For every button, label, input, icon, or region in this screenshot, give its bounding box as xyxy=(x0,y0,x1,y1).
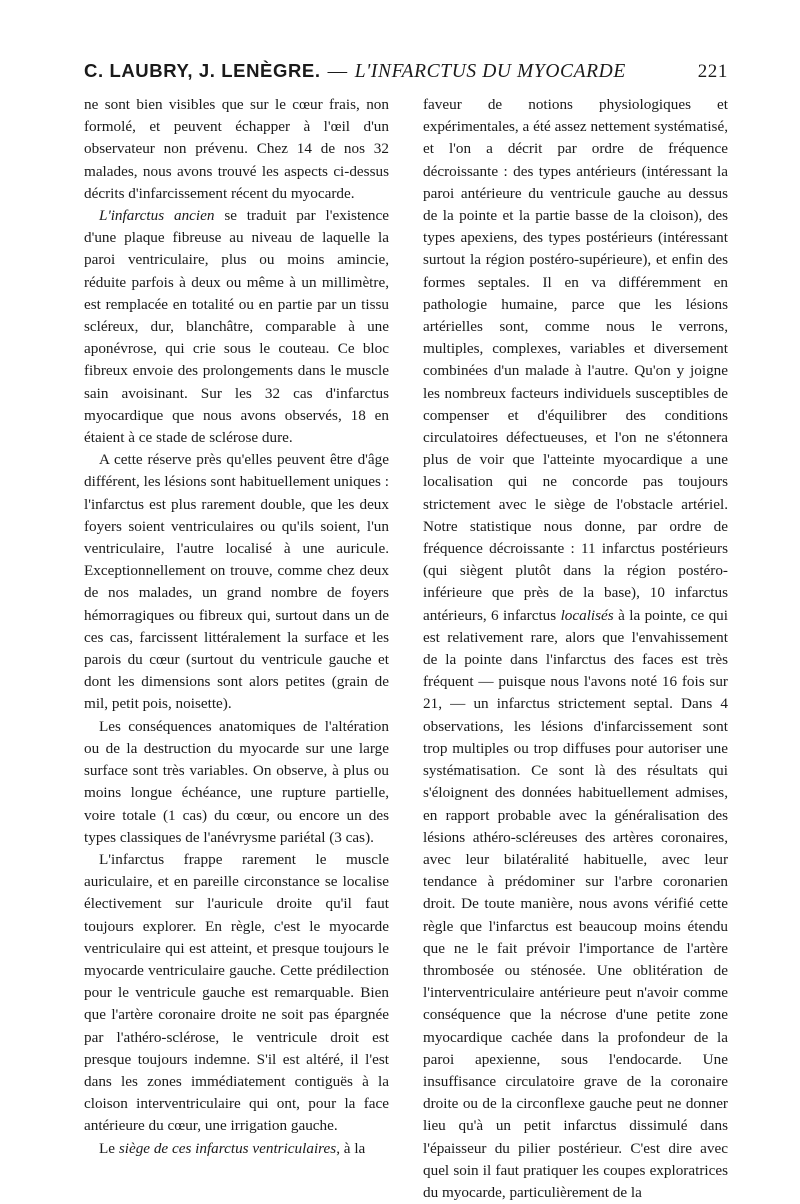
paragraph xyxy=(84,1138,389,1160)
book-page xyxy=(84,60,728,1201)
header-title: L'INFARCTUS DU MYOCARDE xyxy=(354,61,626,82)
paragraph: Les conséquences anatomiques de l'altération ou de la destruction du myocarde sur une large surface sont très variables. On observe, à plus ou moins longue échéance, une rupture partielle, voire totale (1 cas) du cœur, ou encore un des types classiques de l'anévrysme pariétal (3 cas). xyxy=(84,717,389,846)
emphasis: L'infarctus ancien xyxy=(99,207,215,225)
emphasis: localisés xyxy=(560,606,614,624)
paragraph-text: , à la xyxy=(336,1139,366,1157)
paragraph-text: se traduit par l'existence d'une plaque fibreuse au niveau de laquelle la paroi ventriculaire, plus ou moins amincie, réduite parfois à deux ou même à un millimètre, est remplacée en totalité ou en partie par un tissu scléreux, dur, blanchâtre, comparable à une aponévrose, qui crie sous le couteau. Ce bloc fibreux envoie des prolongements dans le muscle sain avoisinant. Sur les 32 cas d'infarctus myocardique que nous avons observés, 18 en étaient à ce stade de sclérose dure. xyxy=(84,207,389,447)
paragraph xyxy=(84,205,389,449)
paragraph: ne sont bien visibles que sur le cœur frais, non formolé, et peuvent échapper à l'œil d'un observateur non prévenu. Chez 14 de nos 32 malades, nous avons trouvé les aspects ci-dessus décrits d'infarcissement récent du myocarde. xyxy=(84,96,389,202)
page-number: 221 xyxy=(697,61,728,82)
emphasis: siège de ces infarctus ventriculaires xyxy=(118,1139,337,1157)
paragraph: A cette réserve près qu'elles peuvent être d'âge différent, les lésions sont habituellement uniques : l'infarctus est plus rarement double, que les deux foyers soient ventriculaires ou qu'ils soient, l'un ventriculaire, l'autre localisé à une auricule. Exceptionnellement on trouve, comme chez deux de nos malades, un grand nombre de foyers hémorragiques ou fibreux qui, surtout dans un de ces cas, farcissent littéralement la surface et les parois du cœur (surtout du ventricule gauche et dont les dimensions sont alors petites (grain de mil, petit pois, noisette). xyxy=(84,451,389,713)
header-authors: C. LAUBRY, J. LENÈGRE. xyxy=(84,60,321,81)
paragraph: L'infarctus frappe rarement le muscle auriculaire, et en pareille circonstance se localise électivement sur l'auricule droite qu'il faut toujours explorer. En règle, c'est le myocarde ventriculaire qui est atteint, et presque toujours le myocarde ventriculaire gauche. Cette prédilection pour le ventricule gauche est remarquable. Bien que l'artère coronaire droite ne soit pas épargnée par l'athéro-sclérose, le ventricule droit est presque toujours indemne. S'il est altéré, il l'est dans les zones immédiatement contiguës à la cloison interventriculaire qui ont, pour la face antérieure du cœur, une irrigation gauche. xyxy=(84,850,389,1135)
paragraph-text: à la pointe, ce qui est relativement rare, alors que l'envahissement de la pointe dans l'infarctus des faces est très fréquent — puisque nous l'avons noté 16 fois sur 21, — un infarctus strictement septal. Dans 4 observations, les lésions d'infarcissement sont trop multiples ou trop diffuses pour autoriser une systématisation. Ce sont là des résultats qui s'éloignent des données habituellement admises, en rapport probable avec la généralisation des lésions athéro-scléreuses des artères coronaires, avec leur bilatéralité habituelle, avec leur tendance à prédominer sur l'arbre coronarien droit. De toute manière, nous avons vérifié cette règle que l'infarctus est beaucoup moins étendu que ne le fait prévoir l'importance de l'artère thrombosée ou sténosée. Une oblitération de l'interventriculaire antérieure peut n'avoir comme conséquence que la nécrose d'une petite zone myocardique cachée dans la profondeur de la paroi apexienne, sous l'endocarde. Une insuffisance circulatoire grave de la coronaire droite ou de la circonflexe gauche peut ne donner lieu qu'à un petit infarctus dissimulé dans l'épaisseur du pilier postérieur. C'est dire avec quel soin il faut pratiquer les coupes exploratrices du myocarde, particulièrement de la xyxy=(423,606,728,1201)
header-dash: — xyxy=(327,61,348,82)
paragraph-text: Le xyxy=(99,1139,119,1157)
right-column xyxy=(423,94,728,1204)
running-header xyxy=(84,60,728,88)
body-columns xyxy=(84,94,728,1204)
left-column xyxy=(84,94,389,1204)
paragraph xyxy=(423,94,728,1204)
paragraph-text: faveur de notions physiologiques et expérimentales, a été assez nettement systématisé, et l'on a décrit par ordre de fréquence décroissante : des types antérieurs (intéressant la paroi antérieure du ventricule gauche au dessus de la pointe et la partie basse de la cloison), des types apexiens, des types postérieurs (intéressant surtout la région postéro-supérieure), et enfin des formes septales. Il en va différemment en pathologie humaine, parce que les lésions artérielles sont, comme nous le verrons, multiples, complexes, variables et diversement combinées d'un malade à l'autre. Qu'on y joigne les nombreux facteurs individuels susceptibles de compenser et d'équilibrer des conditions circulatoires défectueuses, et l'on ne s'étonnera plus de voir que l'atteinte myocardique a une localisation qui ne concorde pas toujours strictement avec le siège de l'obstacle artériel. Notre statistique nous donne, par ordre de fréquence décroissante : 11 infarctus postérieurs (qui siègent plutôt dans la région postéro-inférieure que près de la base), 10 infarctus antérieurs, 6 infarctus xyxy=(423,96,728,624)
